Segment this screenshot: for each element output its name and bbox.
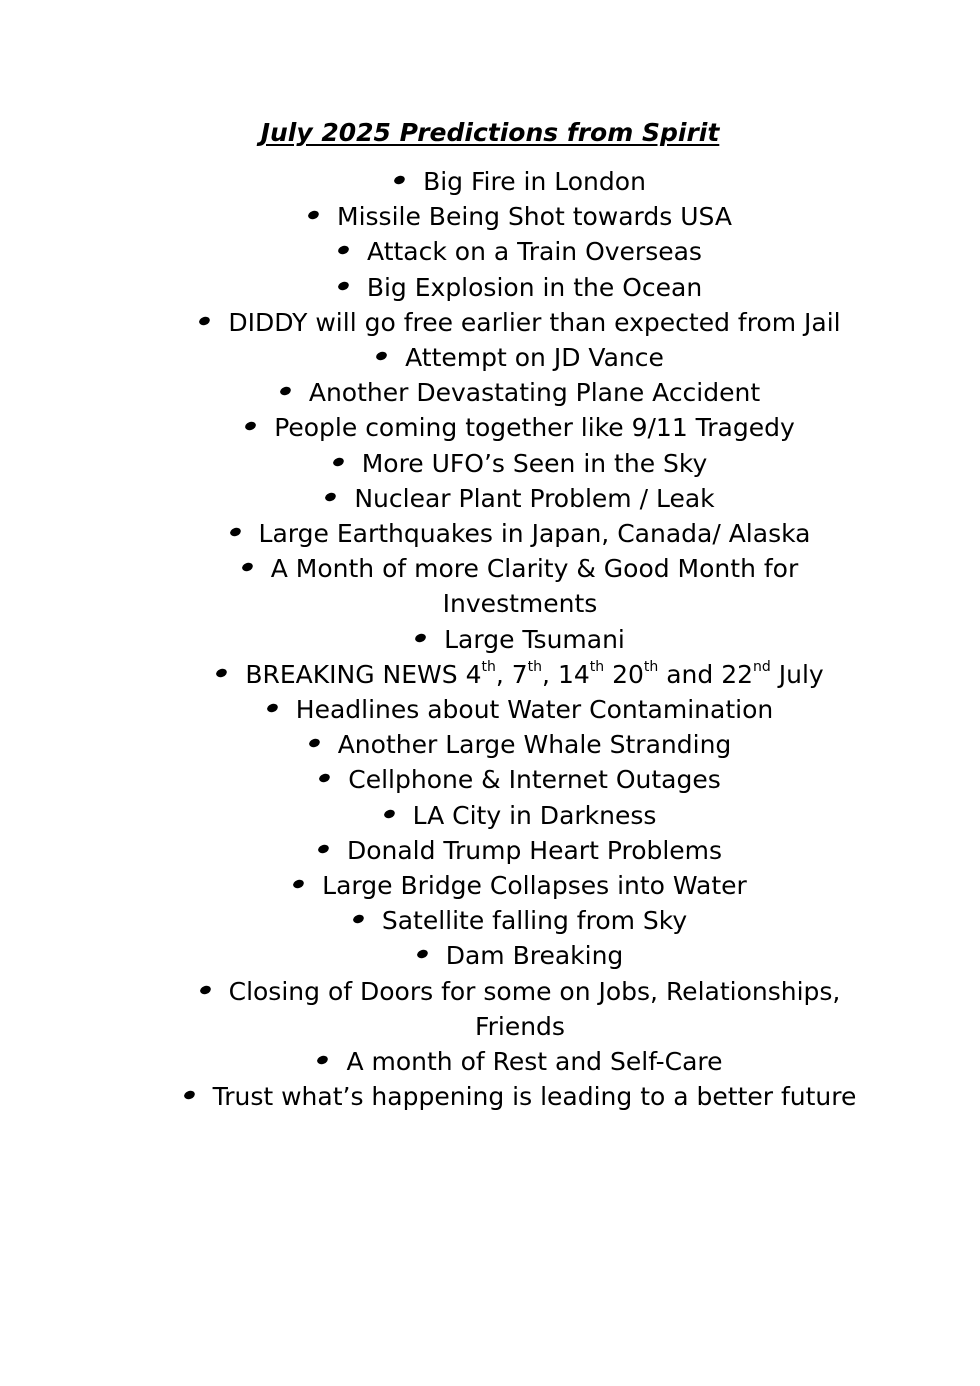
list-item xyxy=(140,938,900,973)
list-item-text: Big Fire in London xyxy=(423,167,646,196)
list-item xyxy=(140,727,900,762)
bullet-icon xyxy=(318,773,331,784)
list-item xyxy=(140,164,900,199)
list-item xyxy=(140,622,900,657)
date-7: 7 xyxy=(511,659,528,689)
list-item xyxy=(140,410,900,445)
list-item-text: Nuclear Plant Problem / Leak xyxy=(354,483,715,513)
predictions-list xyxy=(140,164,900,1114)
date-20: 20 xyxy=(612,659,644,689)
bullet-icon xyxy=(332,456,345,467)
bullet-icon xyxy=(215,667,228,678)
list-item-text: Donald Trump Heart Problems xyxy=(346,835,723,865)
list-item-text: More UFO’s Seen in the Sky xyxy=(361,448,708,478)
separator: , xyxy=(495,659,512,689)
separator xyxy=(604,660,612,689)
breaking-news-prefix: BREAKING NEWS xyxy=(245,659,466,689)
list-item xyxy=(140,446,900,481)
list-item xyxy=(140,305,900,340)
bullet-icon xyxy=(308,738,321,749)
bullet-icon xyxy=(199,984,212,995)
ordinal-suffix: th xyxy=(527,658,543,675)
list-item-text: Large Tsumani xyxy=(444,624,625,654)
list-item xyxy=(140,1079,900,1114)
list-item-text: Cellphone & Internet Outages xyxy=(348,765,721,795)
list-item-text: DIDDY will go free earlier than expected from Jail xyxy=(228,307,841,337)
date-14: 14 xyxy=(557,659,590,689)
list-item-text: Another Devastating Plane Accident xyxy=(308,378,761,408)
list-item xyxy=(140,199,900,234)
separator: , xyxy=(542,659,558,689)
list-item xyxy=(140,234,900,269)
bullet-icon xyxy=(375,350,388,361)
list-item-text: Attack on a Train Overseas xyxy=(367,237,702,267)
list-item xyxy=(140,974,900,1044)
list-item-text: Trust what’s happening is leading to a better future xyxy=(212,1082,857,1112)
bullet-icon xyxy=(337,280,350,291)
list-item-text: Large Bridge Collapses into Water xyxy=(322,871,747,901)
list-item xyxy=(140,270,900,305)
list-item-text: A month of Rest and Self-Care xyxy=(346,1047,723,1077)
ordinal-suffix: nd xyxy=(753,658,771,675)
list-item-breaking-news xyxy=(140,657,900,692)
separator: and xyxy=(658,659,722,689)
bullet-icon xyxy=(241,562,254,573)
list-item-text: Satellite falling from Sky xyxy=(381,906,688,936)
bullet-icon xyxy=(198,315,211,326)
bullet-icon xyxy=(266,702,279,713)
list-item-text: Closing of Doors for some on Jobs, Relationships, Friends xyxy=(228,976,841,1041)
list-item-text: Headlines about Water Contamination xyxy=(295,695,774,725)
bullet-icon xyxy=(393,174,406,185)
list-item xyxy=(140,903,900,938)
list-item-text: People coming together like 9/11 Tragedy xyxy=(274,413,795,443)
bullet-icon xyxy=(229,526,242,537)
list-item xyxy=(140,375,900,410)
ordinal-suffix: th xyxy=(643,658,659,675)
list-item xyxy=(140,868,900,903)
bullet-icon xyxy=(414,632,427,643)
bullet-icon xyxy=(244,421,257,432)
list-item-text: Big Explosion in the Ocean xyxy=(366,272,703,302)
list-item xyxy=(140,340,900,375)
list-item-text: Attempt on JD Vance xyxy=(405,343,664,373)
list-item xyxy=(140,692,900,727)
list-item-text: Missile Being Shot towards USA xyxy=(337,202,732,232)
date-4: 4 xyxy=(465,659,482,689)
bullet-icon xyxy=(292,878,305,889)
list-item-text: Large Earthquakes in Japan, Canada/ Alaska xyxy=(258,519,811,549)
list-item-text: A Month of more Clarity & Good Month for Investments xyxy=(270,554,799,619)
bullet-icon xyxy=(183,1090,196,1101)
list-item xyxy=(140,833,900,868)
breaking-news-suffix: July xyxy=(770,659,824,689)
bullet-icon xyxy=(337,245,350,256)
list-item-text: LA City in Darkness xyxy=(412,800,657,830)
ordinal-suffix: th xyxy=(481,658,496,675)
bullet-icon xyxy=(307,210,320,221)
list-item xyxy=(140,762,900,797)
bullet-icon xyxy=(416,949,429,960)
bullet-icon xyxy=(324,491,337,502)
bullet-icon xyxy=(352,914,365,925)
list-item xyxy=(140,1044,900,1079)
list-item xyxy=(140,551,900,621)
bullet-icon xyxy=(279,386,292,397)
bullet-icon xyxy=(316,1054,329,1065)
document-title: July 2025 Predictions from Spirit xyxy=(260,118,720,147)
ordinal-suffix: th xyxy=(589,658,605,675)
bullet-icon xyxy=(383,808,396,819)
date-22: 22 xyxy=(721,659,754,689)
bullet-icon xyxy=(317,843,330,854)
list-item xyxy=(140,481,900,516)
list-item xyxy=(140,798,900,833)
list-item-text: Another Large Whale Stranding xyxy=(337,730,732,760)
list-item-text: Dam Breaking xyxy=(445,941,624,971)
list-item xyxy=(140,516,900,551)
